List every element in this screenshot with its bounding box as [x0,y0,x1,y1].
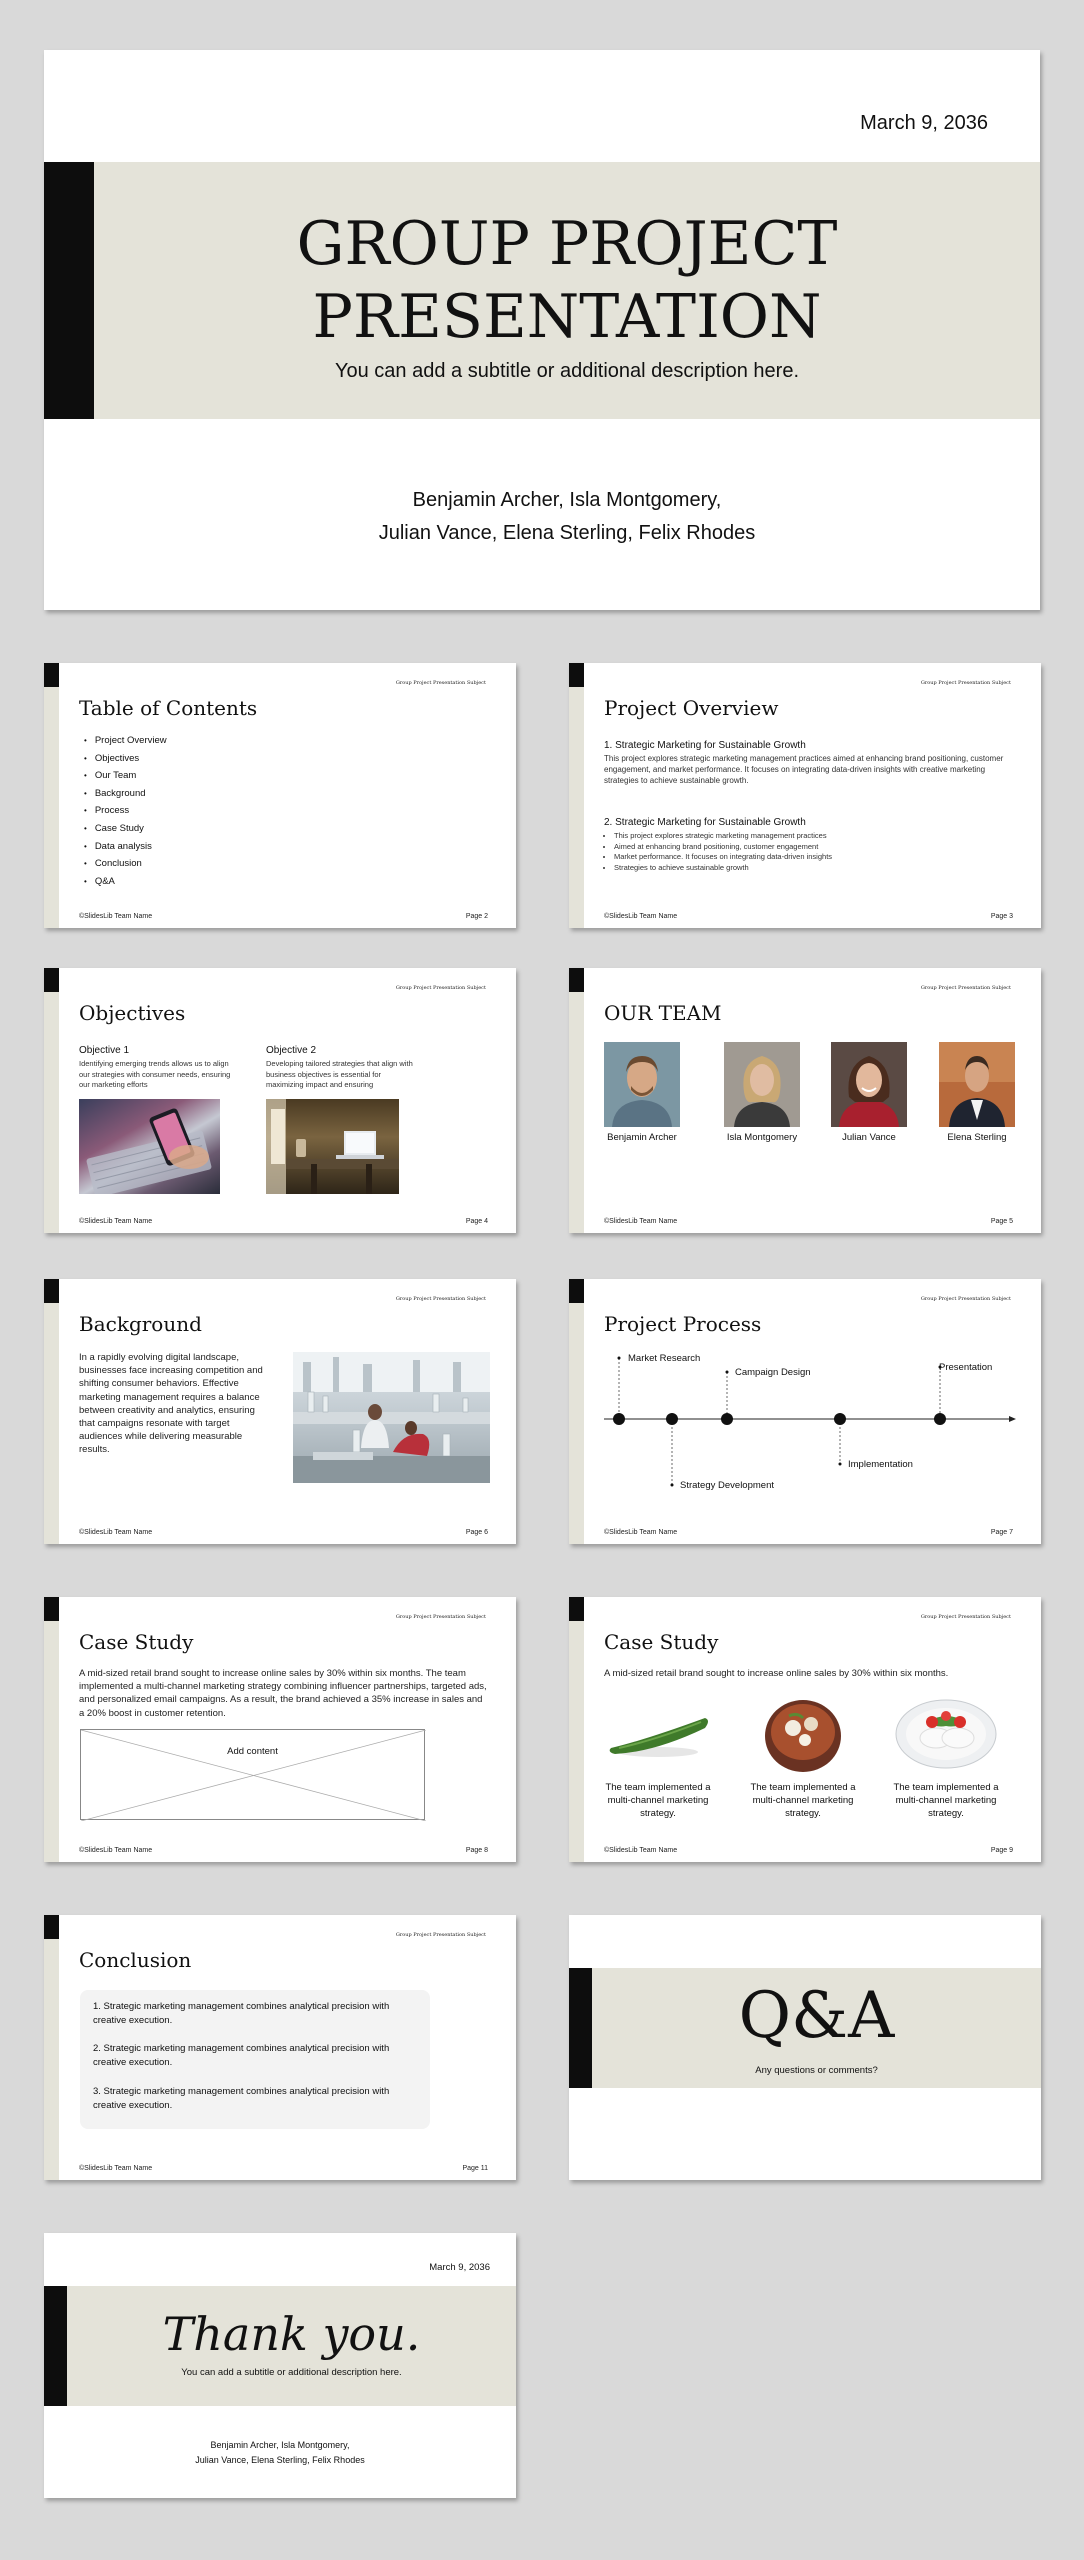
page-number: Page 5 [990,1218,1013,1225]
accent-bar [44,663,59,687]
side-strip [44,1939,59,2180]
process-step-label: Implementation [848,1459,913,1470]
footer-team: ©SlidesLib Team Name [604,1218,678,1225]
header-subject: Group Project Presentation Subject [920,1296,1011,1302]
toc-list [84,732,167,890]
header-subject: Group Project Presentation Subject [395,985,486,991]
slide-title: Project Process [604,1312,762,1336]
footer-team: ©SlidesLib Team Name [79,1847,153,1854]
team-member-name: Isla Montgomery [726,1132,798,1143]
toc-item[interactable]: • Background [84,785,167,803]
header-subject: Group Project Presentation Subject [395,1614,486,1620]
toc-item[interactable]: • Project Overview [84,732,167,750]
conclusion-item: 2. Strategic marketing management combines analytical precision with creative execution. [93,2043,390,2068]
team-photo-elena [939,1042,1015,1127]
slide-conclusion [44,1915,516,2180]
thanks-accent-bar [44,2286,67,2406]
qa-title: Q&A [738,1979,895,2053]
slide-title: Objectives [79,1001,186,1025]
thanks-authors-line1: Benjamin Archer, Isla Montgomery, [210,2440,350,2450]
case-study-text: A mid-sized retail brand sought to increase online sales by 30% within six months. The team implemented a multi-channel marketing strategy combining influencer partnerships, targeted ads, and personalized email campaigns. As a result, the brand achieved a 35% increase in sales and a 20% boost in customer retention. [79,1668,487,1719]
header-subject: Group Project Presentation Subject [920,985,1011,991]
overview-bullets [604,831,832,873]
side-strip [569,687,584,928]
accent-bar [569,663,584,687]
slide-process [569,1279,1041,1544]
team-photo-julian [831,1042,907,1127]
objective-2-text: Developing tailored strategies that align with business objectives is essential for maximizing impact and ensuring [266,1059,413,1089]
toc-item[interactable]: • Case Study [84,820,167,838]
case-study-text: A mid-sized retail brand sought to increase online sales by 30% within six months. [604,1668,949,1679]
thanks-date: March 9, 2036 [429,2262,490,2273]
side-strip [44,1621,59,1862]
page-number: Page 6 [465,1529,488,1536]
side-strip [44,1303,59,1544]
background-text: In a rapidly evolving digital landscape, businesses face increasing competition and shifting consumer behaviors. Effective marketing management requires a balance between creativity and analytics, ensuring that campaigns resonate with target audiences while delivering measurable results. [79,1352,263,1456]
desk-laptop-image [266,1099,399,1194]
cover-title-line2: PRESENTATION [312,282,822,352]
salad-plate-image [894,1696,998,1770]
overview-paragraph: This project explores strategic marketing management practices aimed at enhancing brand positioning, customer engagement, and market performance. It focuses on integrating data-driven insights with creative marketing strategies to achieve sustainable growth. [604,754,1004,785]
accent-bar [44,1597,59,1621]
overview-heading-2: 2. Strategic Marketing for Sustainable Growth [604,817,806,828]
footer-team: ©SlidesLib Team Name [79,913,153,920]
cover-authors-line1: Benjamin Archer, Isla Montgomery, [412,489,722,511]
team-photo-benjamin [604,1042,680,1127]
case-caption: The team implemented a multi-channel marketing strategy. [750,1782,856,1819]
page-number: Page 8 [465,1847,488,1854]
header-subject: Group Project Presentation Subject [395,1932,486,1938]
team-member-name: Julian Vance [842,1132,896,1143]
toc-item[interactable]: • Objectives [84,750,167,768]
soup-bowl-image [753,1696,853,1774]
team-photo-isla [724,1042,800,1127]
cover-authors-line2: Julian Vance, Elena Sterling, Felix Rhodes [378,522,756,544]
placeholder-cross-icon [81,1730,426,1821]
toc-item[interactable]: • Conclusion [84,855,167,873]
conclusion-item: 1. Strategic marketing management combines analytical precision with creative execution. [93,2001,390,2026]
overview-bullet: • Aimed at enhancing brand positioning, customer engagement [614,842,832,853]
process-step-label: Strategy Development [680,1480,774,1491]
footer-team: ©SlidesLib Team Name [604,1529,678,1536]
slide-case-study-2 [569,1597,1041,1862]
cover-date: March 9, 2036 [860,112,988,134]
overview-heading-1: 1. Strategic Marketing for Sustainable Growth [604,740,806,751]
conclusion-box [80,1990,430,2129]
overview-bullet: • This project explores strategic marketing management practices [614,831,832,842]
header-subject: Group Project Presentation Subject [395,1296,486,1302]
case-caption: The team implemented a multi-channel marketing strategy. [893,1782,999,1819]
thanks-title: Thank you. [162,2307,421,2361]
cover-title-line1: GROUP PROJECT [296,209,838,279]
objective-2-title: Objective 2 [266,1045,317,1056]
conclusion-item: 3. Strategic marketing management combines analytical precision with creative execution. [93,2086,390,2111]
slide-title: OUR TEAM [604,1001,722,1025]
content-placeholder[interactable] [80,1729,425,1820]
placeholder-label: Add content [227,1746,278,1757]
side-strip [569,992,584,1233]
accent-bar [44,1915,59,1939]
slide-title: Case Study [604,1630,719,1654]
cucumber-image [605,1696,711,1768]
objective-1-title: Objective 1 [79,1045,130,1056]
side-strip [44,687,59,928]
page-number: Page 9 [990,1847,1013,1854]
footer-team: ©SlidesLib Team Name [79,2165,153,2172]
slide-toc [44,663,516,928]
cover-subtitle: You can add a subtitle or additional description here. [334,360,800,382]
slide-qa [569,1915,1041,2180]
team-member-name: Elena Sterling [947,1132,1007,1143]
lab-image [293,1352,490,1483]
slide-title: Case Study [79,1630,194,1654]
thanks-authors [44,2438,516,2468]
toc-item[interactable]: • Data analysis [84,838,167,856]
slide-background [44,1279,516,1544]
thanks-authors-line2: Julian Vance, Elena Sterling, Felix Rhodes [195,2455,365,2465]
page-number: Page 11 [462,2165,488,2172]
footer-team: ©SlidesLib Team Name [79,1218,153,1225]
page-number: Page 4 [465,1218,488,1225]
qa-subtitle: Any questions or comments? [755,2065,878,2076]
accent-bar [44,968,59,992]
side-strip [44,992,59,1233]
slide-title: Background [79,1312,202,1336]
page-number: Page 7 [990,1529,1013,1536]
header-subject: Group Project Presentation Subject [395,680,486,686]
cover-accent-bar [44,162,94,419]
cover-title [94,208,1040,354]
page-number: Page 2 [465,913,488,920]
header-subject: Group Project Presentation Subject [920,1614,1011,1620]
toc-item[interactable]: • Q&A [84,873,167,891]
objective-1-text: Identifying emerging trends allows us to align our strategies with consumer needs, ensuring our marketing efforts [79,1059,231,1089]
cover-authors [94,484,1040,550]
slide-title: Table of Contents [79,696,258,720]
case-caption: The team implemented a multi-channel marketing strategy. [605,1782,711,1819]
footer-team: ©SlidesLib Team Name [604,1847,678,1854]
toc-item[interactable]: • Process [84,802,167,820]
accent-bar [44,1279,59,1303]
slide-title: Conclusion [79,1948,192,1972]
slide-case-study-1 [44,1597,516,1862]
team-member-name: Benjamin Archer [607,1132,677,1143]
footer-team: ©SlidesLib Team Name [604,913,678,920]
laptop-phone-image [79,1099,220,1194]
accent-bar [569,968,584,992]
slide-objectives [44,968,516,1233]
side-strip [569,1621,584,1862]
qa-accent-bar [569,1968,592,2088]
slide-thank-you [44,2233,516,2498]
process-step-label: Presentation [939,1362,993,1373]
slide-title: Project Overview [604,696,779,720]
thanks-subtitle: You can add a subtitle or additional description here. [181,2367,402,2378]
header-subject: Group Project Presentation Subject [920,680,1011,686]
footer-team: ©SlidesLib Team Name [79,1529,153,1536]
slide-team [569,968,1041,1233]
accent-bar [569,1597,584,1621]
process-step-label: Market Research [628,1353,701,1364]
slide-cover [44,50,1040,610]
process-step-label: Campaign Design [735,1367,811,1378]
overview-bullet: • Market performance. It focuses on integrating data-driven insights [614,852,832,863]
slide-overview [569,663,1041,928]
overview-bullet: • Strategies to achieve sustainable growth [614,863,832,874]
toc-item[interactable]: • Our Team [84,767,167,785]
process-timeline [569,1279,1041,1544]
page-number: Page 3 [990,913,1013,920]
